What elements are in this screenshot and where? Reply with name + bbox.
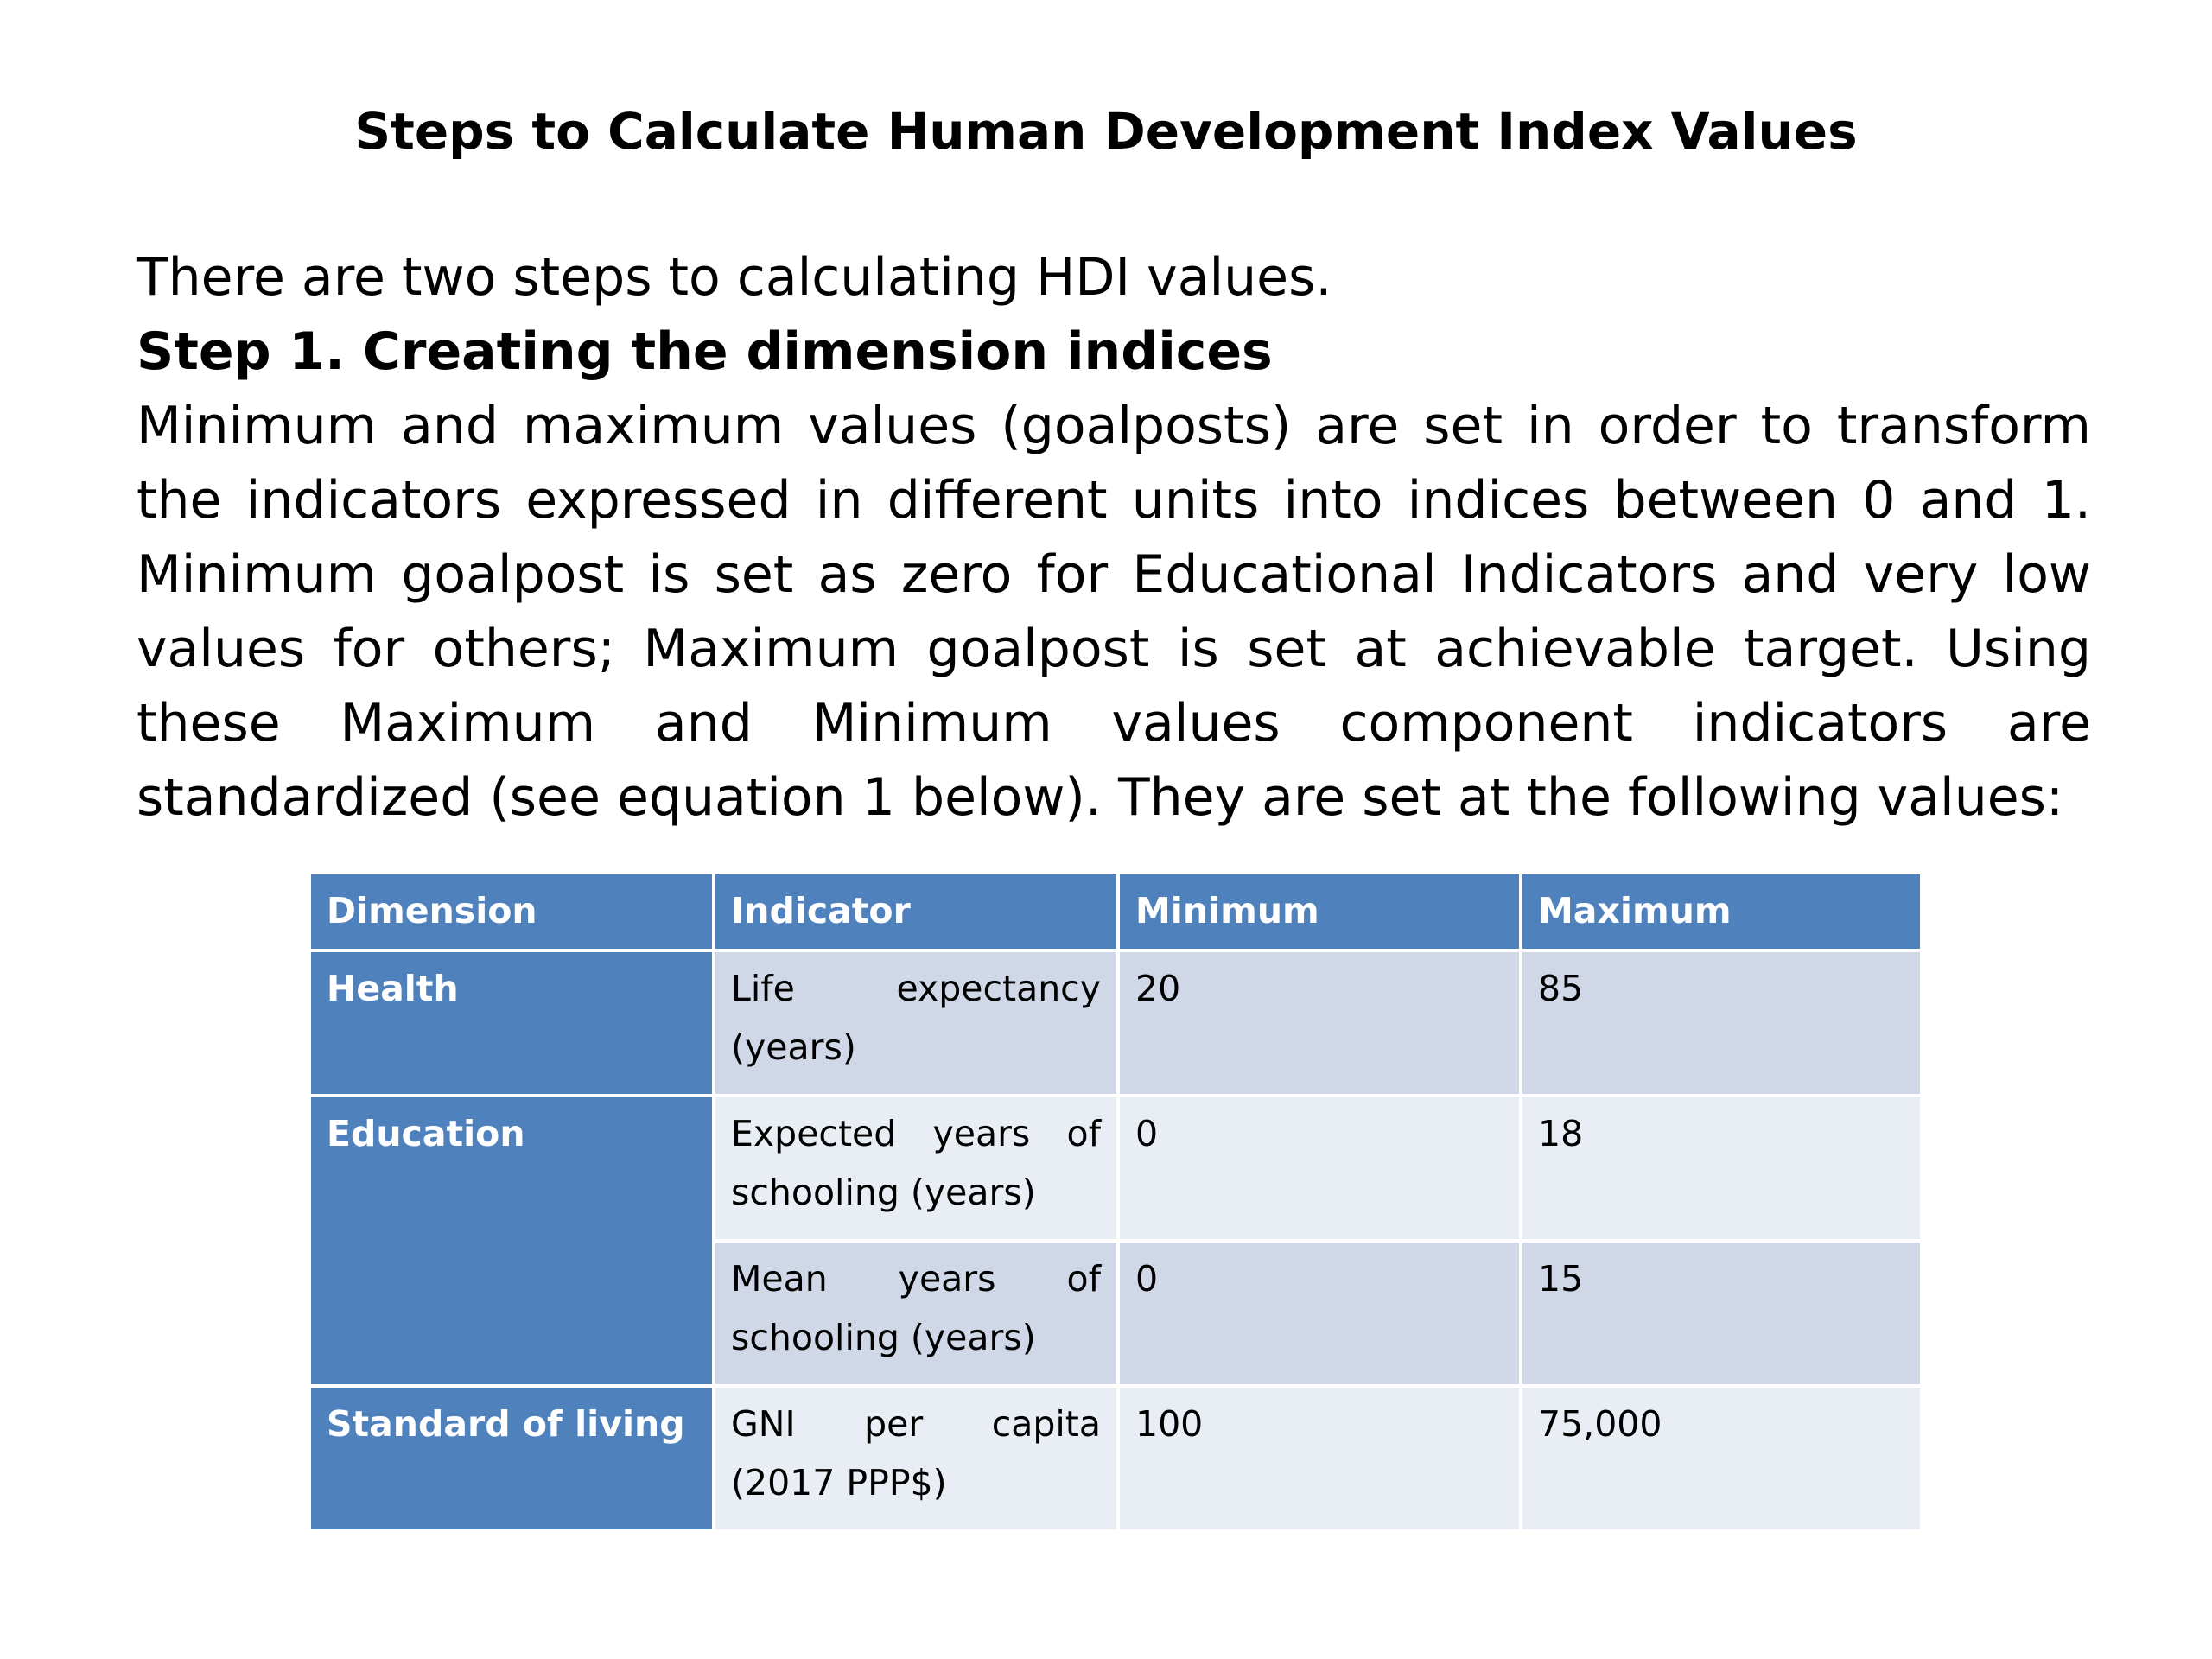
maximum-cell: 15	[1521, 1241, 1922, 1386]
indicator-cell: Mean years of schooling (years)	[714, 1241, 1118, 1386]
dimension-cell: Health	[309, 950, 714, 1096]
dimension-cell: Education	[309, 1096, 714, 1386]
body-text	[137, 240, 2091, 835]
maximum-cell: 85	[1521, 950, 1922, 1096]
goalposts-table	[308, 871, 1923, 1533]
minimum-cell: 0	[1118, 1096, 1521, 1241]
table-header-row	[309, 873, 1922, 950]
indicator-cell: GNI per capita (2017 PPP$)	[714, 1386, 1118, 1531]
maximum-cell: 18	[1521, 1096, 1922, 1241]
intro-text: There are two steps to calculating HDI values.	[137, 247, 1332, 308]
header-indicator: Indicator	[714, 873, 1118, 950]
step-heading: Step 1. Creating the dimension indices	[137, 321, 1273, 382]
indicator-cell: Life expectancy (years)	[714, 950, 1118, 1096]
table-row	[309, 950, 1922, 1096]
minimum-cell: 100	[1118, 1386, 1521, 1531]
minimum-cell: 0	[1118, 1241, 1521, 1386]
dimension-cell: Standard of living	[309, 1386, 714, 1531]
indicator-cell: Expected years of schooling (years)	[714, 1096, 1118, 1241]
page-title: Steps to Calculate Human Development Index Values	[354, 102, 1858, 161]
table-row	[309, 1096, 1922, 1241]
header-dimension: Dimension	[309, 873, 714, 950]
description-paragraph: Minimum and maximum values (goalposts) are set in order to transform the indicators expressed in different units into indices between 0 and 1. Minimum goalpost is set as zero for Educational Indicators and very low values for others; Maximum goalpost is set at achievable target. Using these Maximum and Minimum values component indicators are standardized (see equation 1 below). They are set at the following values:	[137, 396, 2091, 828]
minimum-cell: 20	[1118, 950, 1521, 1096]
maximum-cell: 75,000	[1521, 1386, 1922, 1531]
header-minimum: Minimum	[1118, 873, 1521, 950]
header-maximum: Maximum	[1521, 873, 1922, 950]
table-row	[309, 1386, 1922, 1531]
